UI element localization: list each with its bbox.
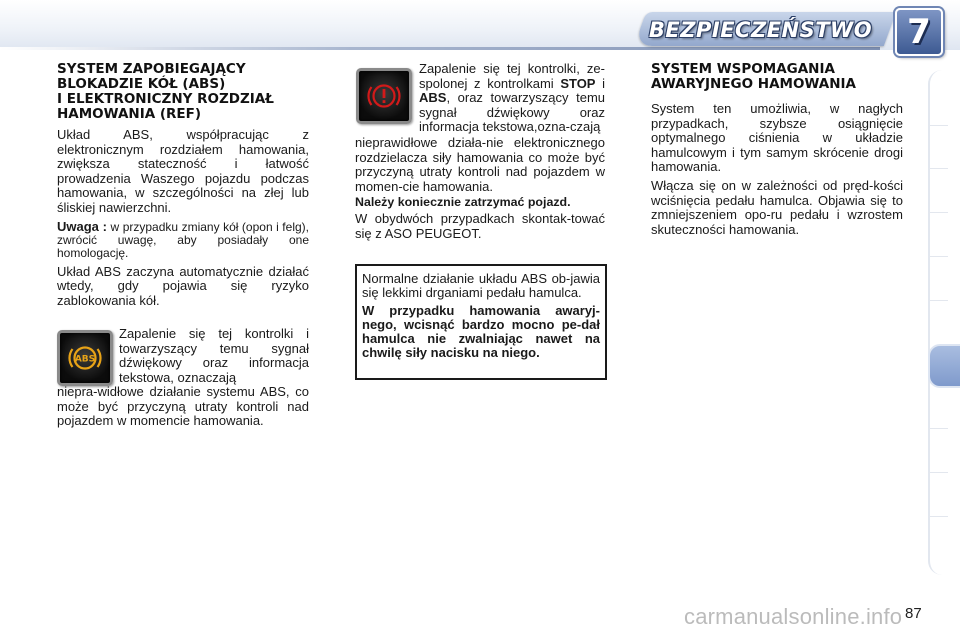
notice-normal-operation: Normalne działanie układu ABS ob-jawia się lekkimi drganiami pedału hamulca.	[362, 271, 600, 300]
brake-symbol-icon	[364, 76, 404, 116]
ref-text-start: Zapalenie się tej kontrolki, ze-spolonej z kontrolkami	[419, 61, 605, 91]
ref-lamp-text-top: Zapalenie się tej kontrolki, ze-spolonej z kontrolkami STOP i ABS, oraz towarzyszący temu sygnał dźwiękowy oraz informacja tekstowa,ozna-czają	[419, 61, 606, 135]
ref-lamp-text-bottom: nieprawidłowe działa-nie elektronicznego rozdzielacza siły hamowania co może być przyczyną utraty kontroli nad pojazdem w momen-cie hamowania.	[355, 135, 605, 194]
stop-lamp-name: STOP	[560, 75, 596, 91]
eba-description: System ten umożliwia, w nagłych przypadkach, szybsze osiągnięcie optymalnego ciśnienia w układzie hamulcowym i tym samym skrócenie drogi hamowania.	[651, 101, 903, 175]
title-line: AWARYJNEGO HAMOWANIA	[651, 76, 856, 92]
abs-description: Układ ABS, współpracując z elektronicznym rozdziałem hamowania, zwiększa stateczność i łatwość prowadzenia Waszego pojazdu podczas hamowania, w szczególności na złej lub śliskiej nawierzchni.	[57, 127, 309, 215]
note-text: w przypadku zmiany kół (opon i felg), zwrócić uwagę, aby posiadały one homologację.	[57, 219, 309, 261]
stop-vehicle-note: Należy koniecznie zatrzymać pojazd.	[355, 195, 571, 209]
abs-section-title	[57, 62, 309, 122]
chapter-badge	[895, 8, 943, 56]
header-rule	[0, 47, 880, 50]
edge-divider	[928, 212, 948, 213]
title-line: BLOKADZIE KÓŁ (ABS)	[57, 76, 226, 92]
section-title: BEZPIECZEŃSTWO	[648, 18, 873, 42]
edge-divider	[928, 428, 948, 429]
contact-dealer-note: W obydwóch przypadkach skontak-tować się z ASO PEUGEOT.	[355, 211, 605, 241]
edge-divider	[928, 472, 948, 473]
title-line: I ELEKTRONICZNY ROZDZIAŁ	[57, 91, 274, 107]
edge-divider	[928, 516, 948, 517]
abs-section	[57, 62, 309, 313]
note-label: Uwaga :	[57, 218, 108, 234]
active-chapter-tab[interactable]	[928, 344, 960, 388]
abs-lamp-name: ABS	[419, 90, 447, 106]
abs-warning-lamp-icon	[57, 330, 113, 386]
notice-emergency-braking: W przypadku hamowania awaryj-nego, wcisnąć bardzo mocno pe-dał hamulca nie zwalniając nawet na chwilę siły nacisku na niego.	[362, 303, 600, 360]
edge-divider	[928, 256, 948, 257]
wheel-change-note	[57, 220, 309, 261]
abs-lamp-text-bottom: niepra-widłowe działanie systemu ABS, co może być przyczyną utraty kontroli nad pojazdem w momencie hamowania.	[57, 384, 309, 429]
abs-notice-box	[355, 264, 607, 380]
edge-divider	[928, 300, 948, 301]
eba-section	[651, 62, 903, 241]
brake-warning-lamp-icon	[356, 68, 412, 124]
watermark: carmanualsonline.info	[684, 604, 903, 629]
eba-section-title	[651, 62, 903, 92]
edge-divider	[928, 125, 948, 126]
ref-text-and: i	[595, 75, 606, 91]
title-line: HAMOWANIA (REF)	[57, 106, 202, 122]
chapter-number: 7	[907, 12, 931, 52]
chapter-edge-tabs	[928, 70, 952, 575]
abs-activation-text: Układ ABS zaczyna automatycznie działać wtedy, gdy pojawia się ryzyko zablokowania kół.	[57, 263, 309, 308]
page-number: 87	[905, 605, 922, 622]
title-line: SYSTEM ZAPOBIEGAJĄCY	[57, 61, 246, 77]
edge-divider	[928, 168, 948, 169]
title-line: SYSTEM WSPOMAGANIA	[651, 61, 835, 77]
abs-symbol-icon	[65, 338, 105, 378]
abs-icon-text: ABS	[74, 354, 96, 365]
abs-lamp-text-top: Zapalenie się tej kontrolki i towarzyszący temu sygnał dźwiękowy oraz informacja tekstowa, oznaczają	[119, 326, 309, 385]
eba-activation-text: Włącza się on w zależności od pręd-kości wciśnięcia pedału hamulca. Objawia się to zmniejszeniem opo-ru pedału i wzrostem skuteczności hamowania.	[651, 177, 903, 237]
